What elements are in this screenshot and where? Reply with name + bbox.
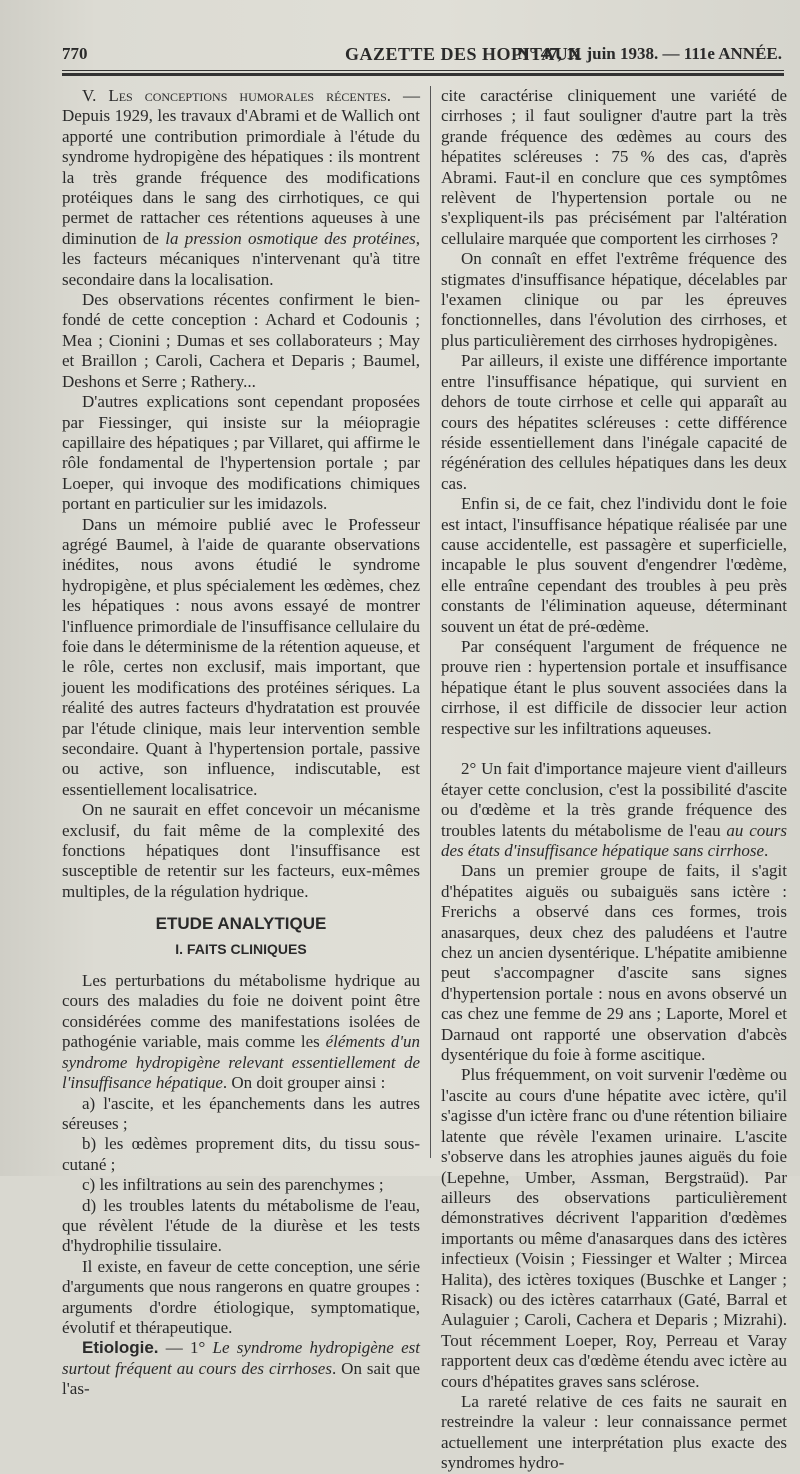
paragraph: On connaît en effet l'extrême fréquence des stigmates d'insuffisance hépatique, décelables par l'examen clinique ou par les épreuves fonctionnelles, dans l'évolution des cirrhoses, et plus particulièrement des cirrhoses hydropigènes. <box>441 249 787 350</box>
left-column <box>62 86 420 1400</box>
right-column <box>441 86 787 1474</box>
section-lead: V. Les conceptions humorales récentes. <box>82 86 391 105</box>
header-rule-thin <box>62 70 784 71</box>
paragraph: Dans un premier groupe de faits, il s'agit d'hépatites aiguës ou subaiguës sans ictère : Frerichs a observé dans ces formes, trois anasarques, deux chez des paludéens et l'autre chez un ancien dysentérique. L'hépatite amibienne peut s'accompagner d'ascite sans signes d'hypertension portale : nous en avons observé un cas chez une femme de 29 ans ; Laporte, Morel et Darnaud ont rapporté une observation d'abcès dysentérique du foie à forme ascitique. <box>441 861 787 1065</box>
spacer <box>441 739 787 759</box>
paragraph: La rareté relative de ces faits ne saurait en restreindre la valeur : leur connaissance permet actuellement une interprétation plus exacte des syndromes hydro- <box>441 1391 787 1473</box>
paragraph: Il existe, en faveur de cette conception, une série d'arguments que nous rangerons en quatre groupes : arguments d'ordre étiologique, symptomatique, évolutif et thérapeutique. <box>62 1256 420 1337</box>
paragraph: Enfin si, de ce fait, chez l'individu dont le foie est intact, l'insuffisance hépatique réalisée par une cause accidentelle, est passagère et superficielle, incapable le plus souvent d'engendrer l'œdème, elle entraîne cependant des troubles à peu près constants de l'élimination aqueuse, déterminant souvent un état de pré-œdème. <box>441 494 787 636</box>
paragraph: 2° Un fait d'importance majeure vient d'ailleurs étayer cette conclusion, c'est la possibilité d'ascite ou d'œdème et la très grande fréquence des troubles latents du métabolisme de l'eau au cours des états d'insuffisance hépatique sans cirrhose. <box>441 759 787 861</box>
list-item: a) l'ascite, et les épanchements dans les autres séreuses ; <box>62 1093 420 1133</box>
page-number: 770 <box>62 44 88 63</box>
paragraph: Par ailleurs, il existe une différence importante entre l'insuffisance hépatique, qui survient en dehors de toute cirrhose et celle qui apparaît au cours des hépatites scléreuses : cette différence réside essentiellement dans l'inégale capacité de régénération des cellules hépatiques dans les deux cas. <box>441 351 787 493</box>
running-header <box>62 38 782 68</box>
paragraph: Les perturbations du métabolisme hydrique au cours des maladies du foie ne doivent point être considérées comme des manifestations isolées de pathogénie variable, mais comme les éléments d'un syndrome hydropigène relevant essentiellement de l'insuffisance hépatique. On doit grouper ainsi : <box>62 971 420 1093</box>
subsection-heading: I. FAITS CLINIQUES <box>175 940 307 957</box>
paragraph: Plus fréquemment, on voit survenir l'œdème ou l'ascite au cours d'une hépatite avec ictère, qu'il s'agisse d'un ictère franc ou d'une rétention biliaire latente que révèle l'examen urinaire. L'ascite s'observe dans les atrophies jaunes aiguës du foie (Lepehne, Umber, Assman, Bergstraüd). Par ailleurs des observations particulièrement démonstratives décrivent l'apparition d'œdèmes importants ou même d'anasarques dans des ictères infectieux (Voisin ; Fiessinger et Walter ; Mircea Halita), des ictères toxiques (Buschke et Langer ; Risack) ou des ictères catarrhaux (Gaté, Barral et Aulaguier ; Caroli, Cachera et Deparis ; Mizrahi). Tout récemment Loeper, Roy, Perreau et Varay rapportent deux cas d'œdème étendu avec ictère au cours d'hépatites graves sans sclérose. <box>441 1065 787 1391</box>
column-separator <box>430 86 431 1158</box>
paragraph: Par conséquent l'argument de fréquence ne prouve rien : hypertension portale et insuffisance hépatique étant le plus souvent associées dans la cirrhose, il est difficile de dissocier leur action respective sur les infiltrations aqueuses. <box>441 636 787 738</box>
list-item: b) les œdèmes proprement dits, du tissu sous-cutané ; <box>62 1134 420 1174</box>
journal-title: GAZETTE DES HOPITAUX <box>345 44 582 64</box>
paragraph: cite caractérise cliniquement une variété de cirrhoses ; il faut souligner d'autre part la très grande fréquence des œdèmes au cours des hépatites scléreuses : 75 % des cas, d'après Abrami. Faut-il en conclure que ces symptômes relèvent de l'hypertension portale ou ne s'expliquent-ils pas précisément par l'altération cellulaire marquée que comportent les cirrhoses ? <box>441 86 787 248</box>
paragraph: On ne saurait en effet concevoir un mécanisme exclusif, du fait même de la complexité des fonctions hépatiques dont l'insuffisance est susceptible de retentir sur les facteurs, eux-mêmes multiples, de la régulation hydrique. <box>62 800 420 901</box>
paragraph: Etiologie. — 1° Le syndrome hydropigène est surtout fréquent au cours des cirrhoses. On sait que l'as- <box>62 1338 420 1399</box>
header-rule-thick <box>62 73 784 76</box>
list-item: c) les infiltrations au sein des parenchymes ; <box>82 1175 384 1195</box>
paragraph: Dans un mémoire publié avec le Professeur agrégé Baumel, à l'aide de quarante observations inédites, nous avons étudié le syndrome hydropigène, et plus spécialement les œdèmes, chez les hépatiques : nous avons essayé de montrer l'influence primordiale de l'insuffisance cellulaire du foie dans le déterminisme de la rétention aqueuse, et le rôle, certes non exclusif, mais important, que jouent les modifications des protéines sériques. La réalité des autres facteurs d'hydratation est prouvée par l'étude clinique, mais leur intervention semble secondaire. Quant à l'hypertension portale, passive ou active, son influence, indiscutable, est essentiellement localisatrice. <box>62 514 420 799</box>
issue-info: N° 47, 11 juin 1938. — 111e ANNÉE. <box>517 44 782 63</box>
paragraph: D'autres explications sont cependant proposées par Fiessinger, qui insiste sur la méiopragie capillaire des hépatiques ; par Villaret, qui affirme le rôle fondamental de l'hypertension portale ; par Loeper, qui invoque des modifications chimiques portant en particulier sur les imidazols. <box>62 392 420 514</box>
run-in-heading: Etiologie. <box>82 1338 159 1358</box>
list-item: d) les troubles latents du métabolisme de l'eau, que révèlent l'étude de la diurèse et les tests d'hydrophilie tissulaire. <box>62 1195 420 1256</box>
paragraph: V. Les conceptions humorales récentes. — Depuis 1929, les travaux d'Abrami et de Wallich ont apporté une contribution primordiale à l'étude du syndrome hydropigène des hépatiques : ils montrent la très grande fréquence des modifications protéiques dans le sang des cirrhotiques, ce qui permet de rattacher ces rétentions aqueuses à une diminution de la pression osmotique des protéines, les facteurs mécaniques n'intervenant qu'à titre secondaire dans la localisation. <box>62 86 420 289</box>
paragraph: Des observations récentes confirment le bien-fondé de cette conception : Achard et Codounis ; Mea ; Cionini ; Dumas et ses collaborateurs ; May et Braillon ; Caroli, Cachera et Deparis ; Baumel, Deshons et Serre ; Rathery... <box>62 290 420 391</box>
section-heading: ETUDE ANALYTIQUE <box>155 914 327 934</box>
